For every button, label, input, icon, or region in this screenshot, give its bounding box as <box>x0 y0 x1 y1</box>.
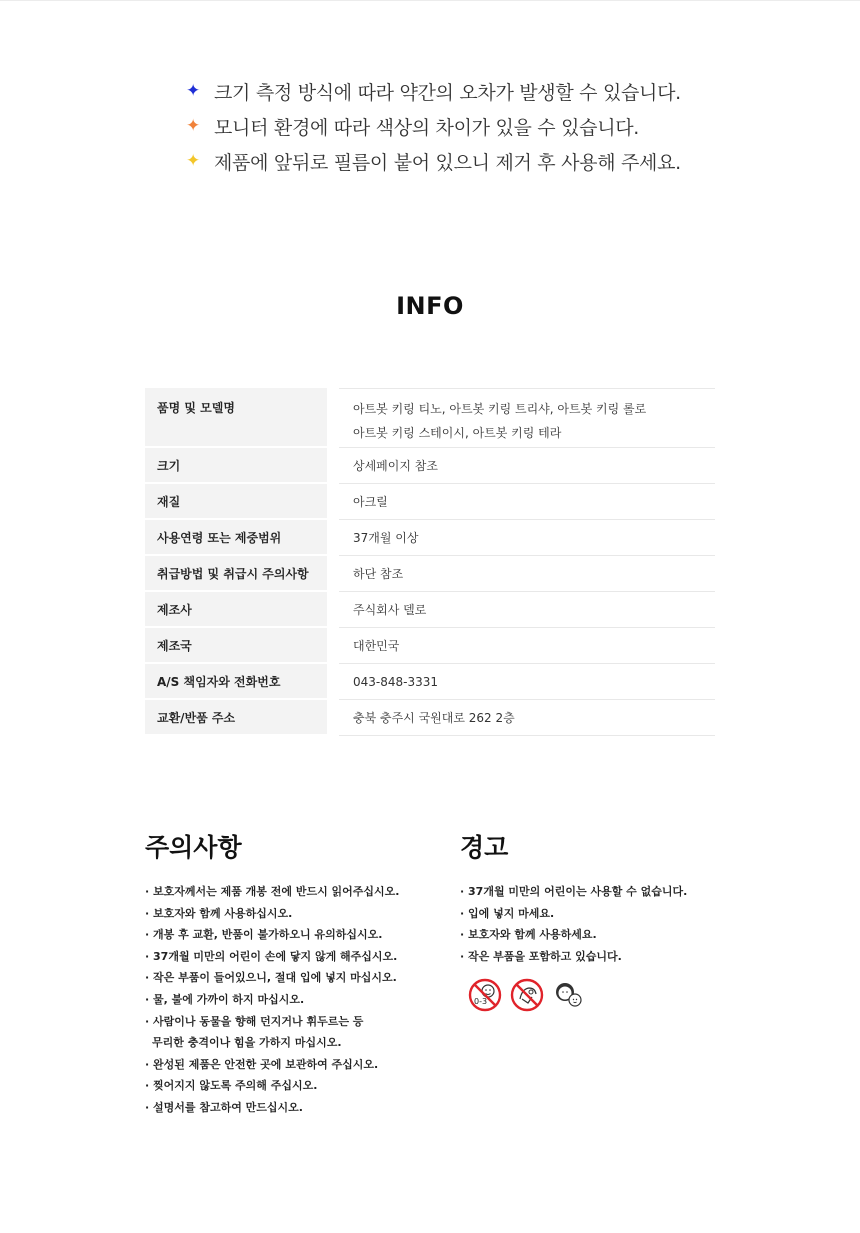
warning-list <box>460 881 687 967</box>
warning-item: · 37개월 미만의 어린이는 사용할 수 없습니다. <box>460 885 688 898</box>
info-row-product-name <box>145 388 715 448</box>
caution-item: · 설명서를 참고하여 만드십시오. <box>145 1100 303 1114</box>
notice-item <box>186 74 681 109</box>
caution-item: · 찢어지지 않도록 주의해 주십시오. <box>145 1079 318 1093</box>
warning-item: · 작은 부품을 포함하고 있습니다. <box>460 949 622 963</box>
info-value: 주식회사 델로 <box>339 592 715 628</box>
info-key: A/S 책임자와 전화번호 <box>145 664 327 700</box>
info-key: 제조사 <box>145 592 327 628</box>
info-value: 아트봇 키링 티노, 아트봇 키링 트리샤, 아트봇 키링 롤로 <box>353 402 647 416</box>
notice-list <box>186 74 681 179</box>
info-key: 품명 및 모델명 <box>157 401 235 415</box>
info-value: 하단 참조 <box>339 556 715 592</box>
info-value: 충북 충주시 국원대로 262 2층 <box>339 700 715 736</box>
warning-item: · 보호자와 함께 사용하세요. <box>460 928 597 942</box>
warning-item: · 입에 넣지 마세요. <box>460 906 555 920</box>
info-value: 상세페이지 참조 <box>339 448 715 484</box>
star-icon: ✦ <box>186 81 200 101</box>
info-table <box>145 388 715 736</box>
info-value: 아트봇 키링 스테이시, 아트봇 키링 테라 <box>353 426 562 440</box>
star-icon: ✦ <box>186 116 200 136</box>
caution-item: 무리한 충격이나 힘을 가하지 마십시오. <box>152 1036 342 1050</box>
notice-item <box>186 144 681 179</box>
info-row-handling <box>145 556 715 592</box>
caution-title: 주의사항 <box>145 833 242 862</box>
warning-title: 경고 <box>460 833 509 862</box>
info-row-country <box>145 628 715 664</box>
info-row-as-contact <box>145 664 715 700</box>
adult-supervision-icon <box>552 978 586 1012</box>
info-key: 제조국 <box>145 628 327 664</box>
notice-text: 제품에 앞뒤로 필름이 붙어 있으니 제거 후 사용해 주세요. <box>214 152 681 174</box>
info-row-size <box>145 448 715 484</box>
caution-list <box>145 881 399 1119</box>
no-mouth-icon <box>510 978 544 1012</box>
caution-item: · 사람이나 동물을 향해 던지거나 휘두르는 등 <box>145 1014 364 1028</box>
info-key: 크기 <box>145 448 327 484</box>
info-key: 교환/반품 주소 <box>145 700 327 736</box>
info-row-return-address <box>145 700 715 736</box>
caution-item: · 37개월 미만의 어린이 손에 닿지 않게 해주십시오. <box>145 949 398 963</box>
info-value: 아크릴 <box>339 484 715 520</box>
top-divider <box>0 0 860 1</box>
info-key: 사용연령 또는 제중범위 <box>145 520 327 556</box>
info-value: 043-848-3331 <box>339 664 715 700</box>
info-key: 재질 <box>145 484 327 520</box>
age-label: 0-3 <box>474 997 488 1006</box>
star-icon: ✦ <box>186 151 200 171</box>
info-value: 37개월 이상 <box>339 520 715 556</box>
info-key: 취급방법 및 취급시 주의사항 <box>145 556 327 592</box>
info-row-age <box>145 520 715 556</box>
caution-item: · 보호자와 함께 사용하십시오. <box>145 906 293 920</box>
caution-item: · 완성된 제품은 안전한 곳에 보관하여 주십시오. <box>145 1057 379 1071</box>
notice-text: 크기 측정 방식에 따라 약간의 오차가 발생할 수 있습니다. <box>214 82 681 104</box>
warning-icons <box>468 978 586 1012</box>
no-under-3-icon <box>468 978 502 1012</box>
caution-item: · 개봉 후 교환, 반품이 불가하오니 유의하십시오. <box>145 928 383 942</box>
info-value: 대한민국 <box>339 628 715 664</box>
notice-item <box>186 109 681 144</box>
caution-item: · 작은 부품이 들어있으니, 절대 입에 넣지 마십시오. <box>145 971 397 985</box>
info-row-manufacturer <box>145 592 715 628</box>
notice-text: 모니터 환경에 따라 색상의 차이가 있을 수 있습니다. <box>214 117 640 139</box>
info-row-material <box>145 484 715 520</box>
caution-item: · 물, 불에 가까이 하지 마십시오. <box>145 992 305 1006</box>
caution-item: · 보호자께서는 제품 개봉 전에 반드시 읽어주십시오. <box>145 885 400 898</box>
info-title: INFO <box>396 292 464 320</box>
